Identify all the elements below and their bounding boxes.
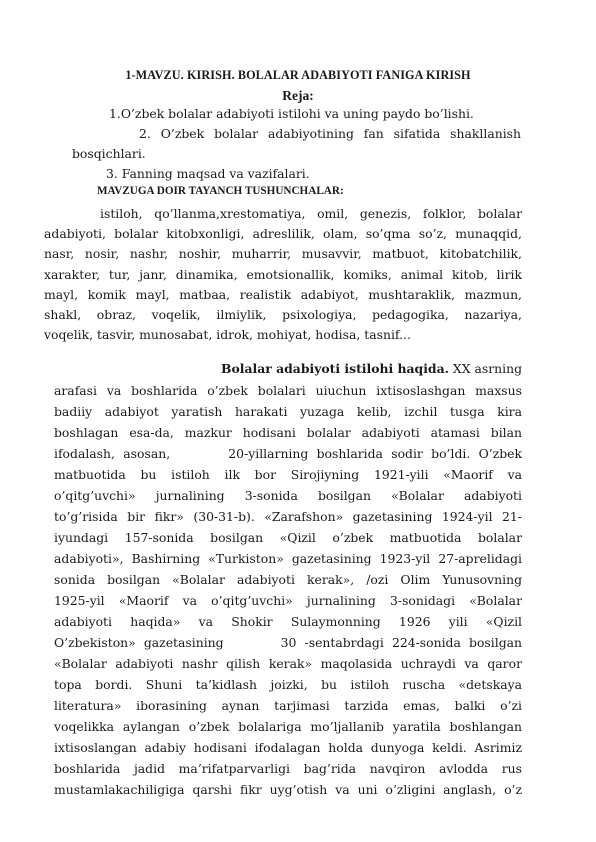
terms-line: xarakter, tur, janr, dinamika, emotsionallik, komiks, animal kitob, lirik xyxy=(44,266,522,282)
terms-line: shakl, obraz, voqelik, ilmiylik, psixologiya, pedagogika, nazariya, xyxy=(44,306,522,322)
body-line: adabiyoti», Bashirning «Turkiston» gazetasining 1923-yil 27-aprelidagi xyxy=(54,551,522,566)
body-line: O’zbekiston» gazetasining 30 -sentabrdagi 224-sonida bosilgan xyxy=(54,635,522,650)
body-line: boshlarida jadid ma’rifatparvarligi bag’rida navqiron avlodda rus xyxy=(54,761,522,776)
section-heading-line xyxy=(206,359,522,379)
terms-line: voqelik, tasvir, munosabat, idrok, mohiyat, hodisa, tasnif... xyxy=(44,327,411,343)
body-paragraph xyxy=(54,380,522,800)
plan-item-2: 2. O’zbek bolalar adabiyotining fan sifatida shakllanish xyxy=(139,126,521,141)
body-line: sonida bosilgan «Bolalar adabiyoti kerak», /ozi Olim Yunusovning xyxy=(54,572,522,587)
body-line: boshlagan esa-da, mazkur hodisani bolalar adabiyoti atamasi bilan xyxy=(54,425,522,440)
plan-item-1: 1.O’zbek bolalar adabiyoti istilohi va uning paydo bo’lishi. xyxy=(109,106,474,121)
body-line: topa bordi. Shuni ta’kidlash joizki, bu istiloh ruscha «detskaya xyxy=(54,677,522,692)
body-line: iyundagi 157-sonida bosilgan «Qizil o’zbek matbuotida bolalar xyxy=(54,530,522,545)
terms-heading: MAVZUGA DOIR TAYANCH TUSHUNCHALAR: xyxy=(97,185,344,197)
body-line: o’qitg’uvchi» jurnalining 3-sonida bosilgan «Bolalar adabiyoti xyxy=(54,488,522,503)
body-line: adabiyoti haqida» va Shokir Sulaymonning 1926 yili «Qizil xyxy=(54,614,522,629)
terms-line: nasr, nosir, nashr, noshir, muharrir, musavvir, matbuot, kitobatchilik, xyxy=(44,246,522,262)
plan-item-3: 3. Fanning maqsad va vazifalari. xyxy=(106,166,310,181)
page-title: 1-MAVZU. KIRISH. BOLALAR ADABIYOTI FANIGA KIRISH xyxy=(125,68,471,82)
body-line: ifodalash, asosan, 20-yillarning boshlarida sodir bo’ldi. O’zbek xyxy=(54,446,522,461)
terms-line: adabiyoti, bolalar kitobxonligi, adreslilik, olam, so’qma so’z, munaqqid, xyxy=(44,226,522,242)
body-line: «Bolalar adabiyoti nashr qilish kerak» maqolasida uchraydi va qaror xyxy=(54,656,522,671)
terms-paragraph xyxy=(44,204,522,345)
plan-heading: Reja: xyxy=(282,88,314,103)
terms-line: mayl, komik mayl, matbaa, realistik adabiyot, mushtaraklik, mazmun, xyxy=(44,286,522,302)
body-line: arafasi va boshlarida o’zbek bolalari uiuchun ixtisoslashgan maxsus xyxy=(54,383,522,398)
body-line: 1925-yil «Maorif va o’qitg’uvchi» jurnalining 3-sonidagi «Bolalar xyxy=(54,593,522,608)
body-line: badiiy adabiyot yaratish harakati yuzaga kelib, izchil tusga kira xyxy=(54,404,522,419)
body-line: ixtisoslangan adabiy hodisani ifodalagan holda dunyoga keldi. Asrimiz xyxy=(54,740,522,755)
section-heading: Bolalar adabiyoti istilohi haqida. xyxy=(221,361,449,376)
terms-line: istiloh, qo’llanma,xrestomatiya, omil, genezis, folklor, bolalar xyxy=(100,206,522,221)
body-line: voqelikka aylangan o’zbek bolalariga mo’ljallanib yaratila boshlangan xyxy=(54,719,522,734)
body-first-tail: XX asrning xyxy=(452,361,522,376)
body-line: to’g’risida bir fikr» (30-31-b). «Zarafshon» gazetasining 1924-yil 21- xyxy=(54,509,522,524)
body-line: matbuotida bu istiloh ilk bor Sirojiyning 1921-yili «Maorif va xyxy=(54,467,522,482)
body-line: literatura» iborasining aynan tarjimasi tarzida emas, balki o’zi xyxy=(54,698,522,713)
body-line: mustamlakachiligiga qarshi fikr uyg’otish va uni o’zligini anglash, o’z xyxy=(54,782,522,797)
plan-item-2-continuation: bosqichlari. xyxy=(72,146,146,161)
